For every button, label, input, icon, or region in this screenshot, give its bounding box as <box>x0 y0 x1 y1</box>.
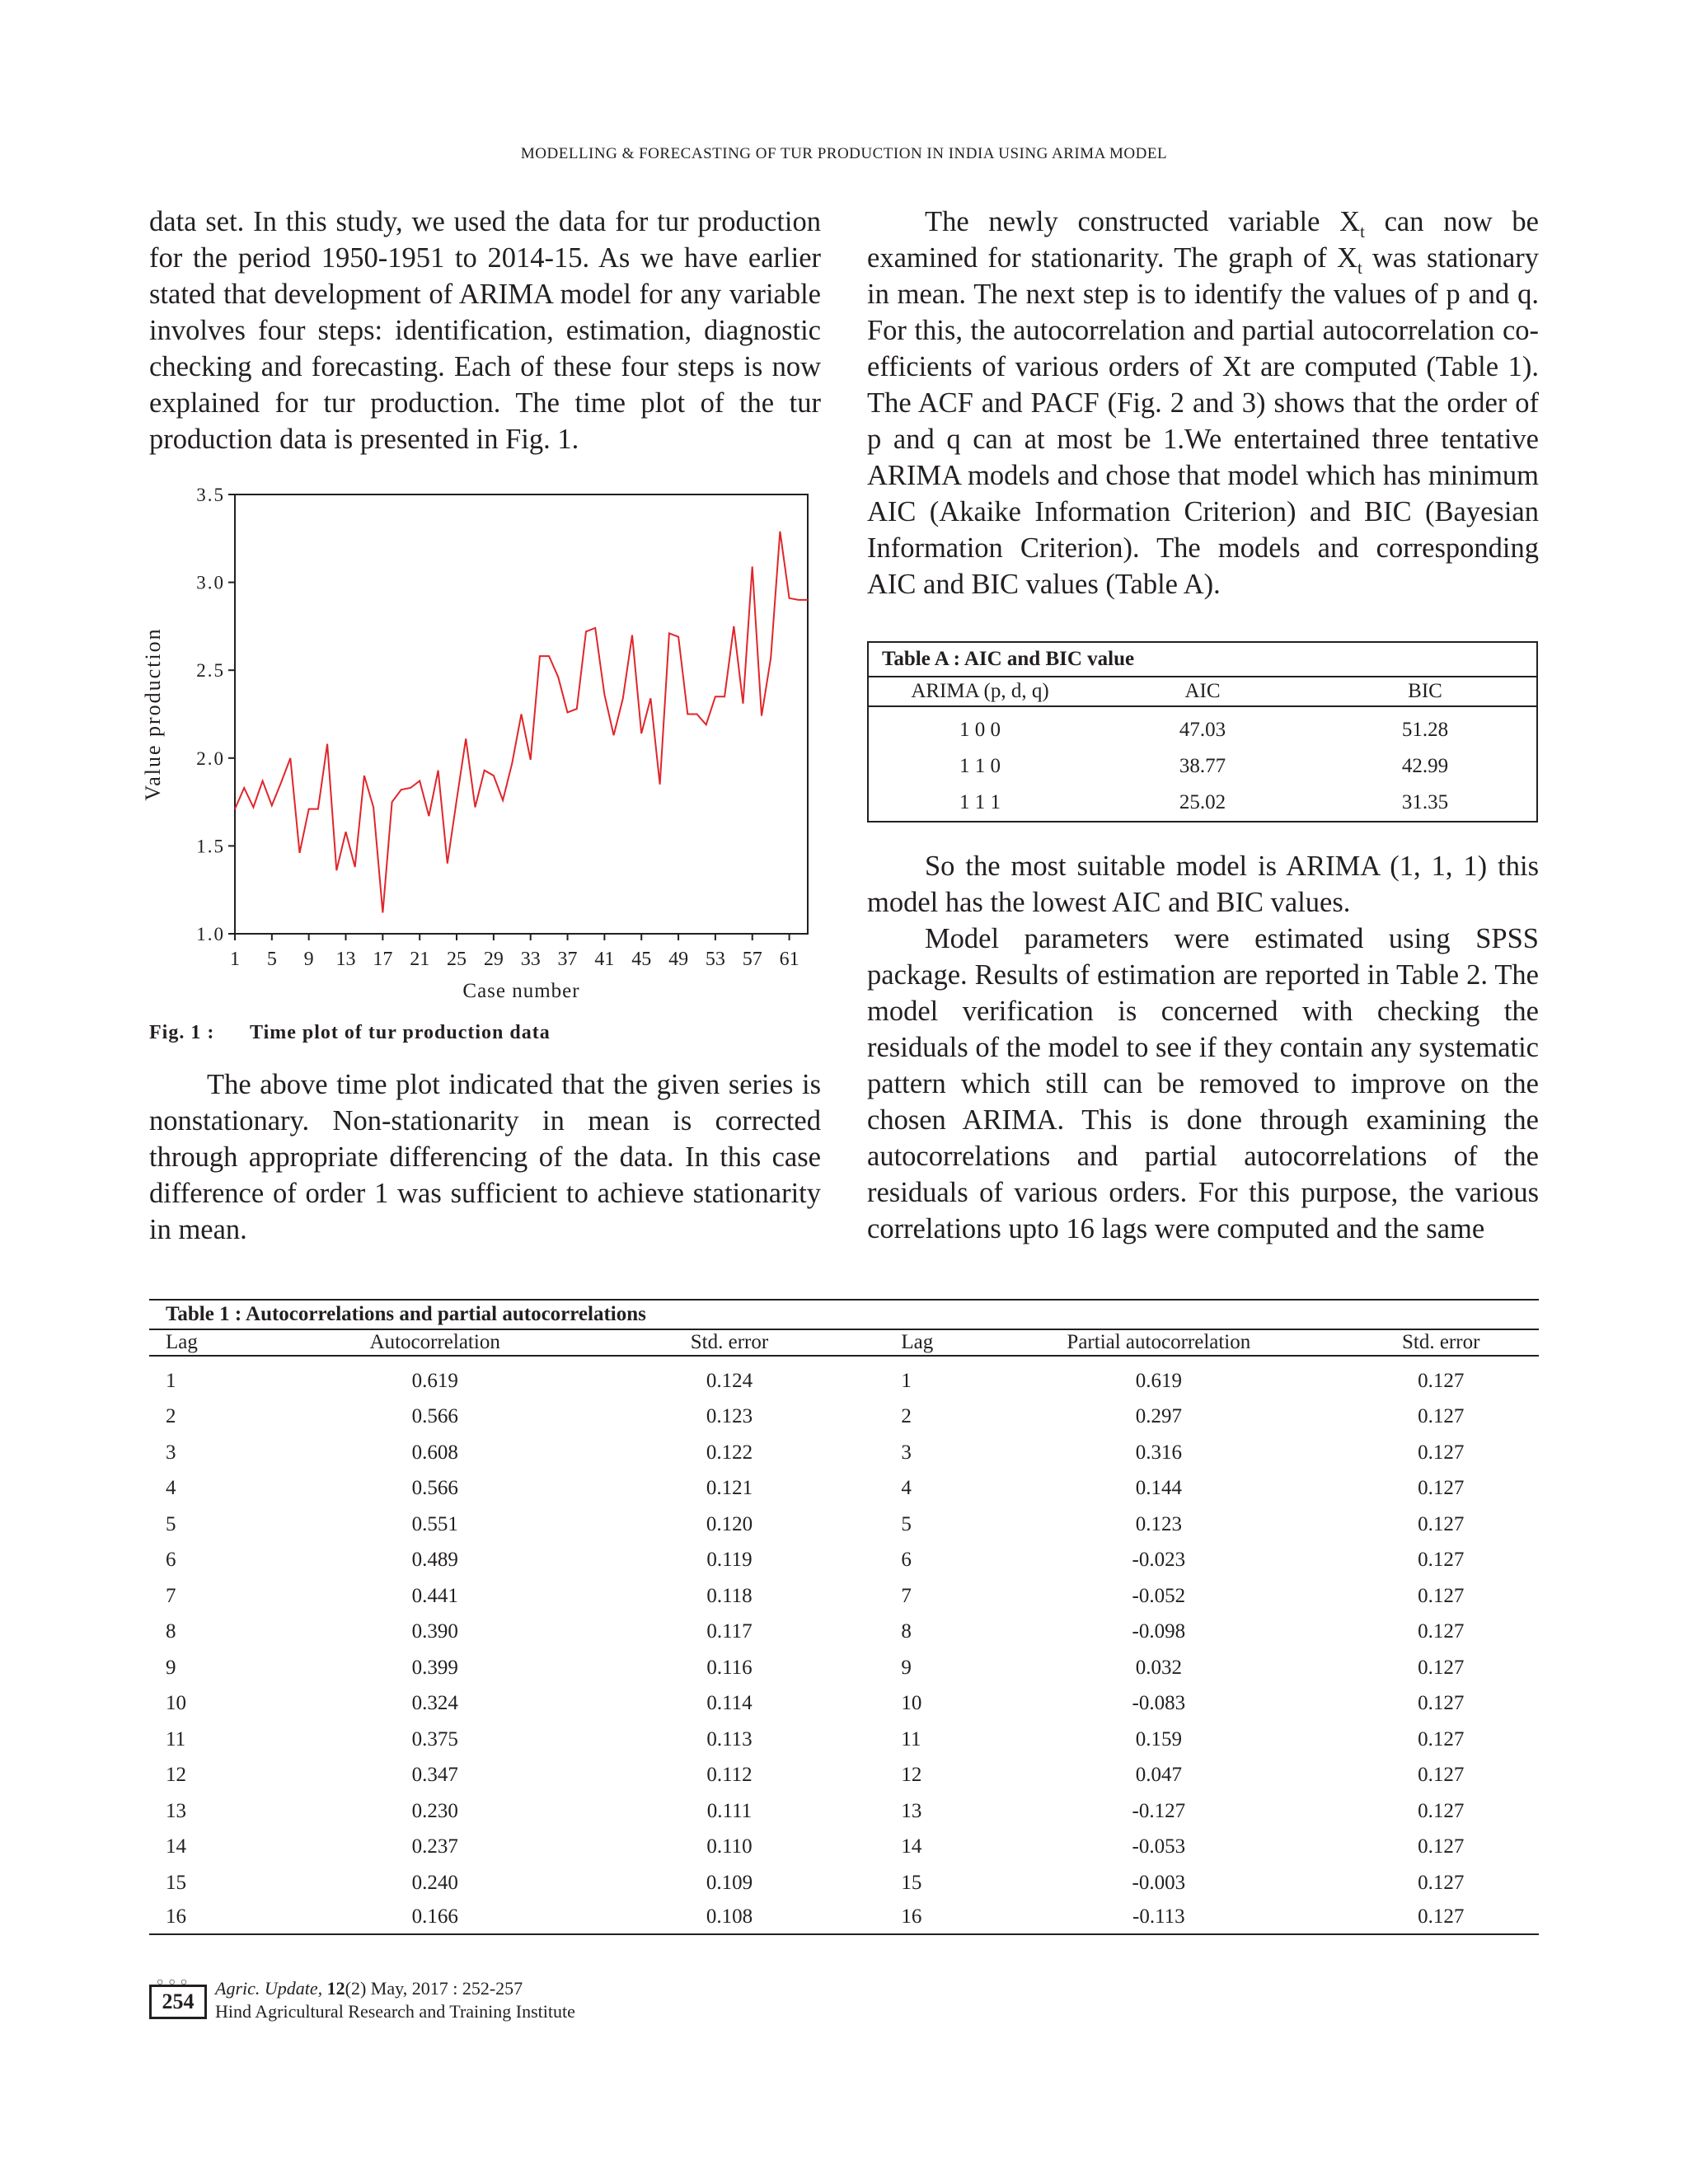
y-tick-label: 2.0 <box>196 748 225 769</box>
table-1-row: 2 0.566 0.123 2 0.297 0.127 <box>166 1405 1465 1428</box>
binder-rings-icon: ○○○ <box>157 1976 193 1989</box>
table-1-header: Lag Autocorrelation Std. error Lag Partial autocorrelation Std. error <box>149 1330 1539 1357</box>
y-tick-label: 1.5 <box>196 836 225 857</box>
table-a-row: 1 0 0 47.03 51.28 <box>959 719 1449 741</box>
journal-citation: Agric. Update, 12(2) May, 2017 : 252-257 <box>215 1978 523 1999</box>
paragraph: data set. In this study, we used the data for tur production for the period 1950-1951 to 2014-15. As we have earlier stated that development of ARIMA model for any variable involves four steps: identification, estimation, diagnostic checking and forecasting. Each of these four steps is now explained for tur production. The time plot of the tur production data is presented in Fig. 1. <box>149 206 821 455</box>
x-tick-label: 53 <box>705 949 725 970</box>
left-column-bottom <box>149 1066 821 1248</box>
y-axis-label: Value production <box>141 627 165 801</box>
paragraph: The newly constructed variable $X_t$ can now be examined for stationarity. The graph of $X_t$ was stationary in mean. The next step is to identify the values of p and q. For this, the autocorrelation and partial autocorrelation co-efficients of various orders of Xt are computed (Table 1). The ACF and PACF (Fig. 2 and 3) shows that the order of p and q can at most be 1.We entertained three tentative ARIMA models and chose that model which has minimum AIC (Akaike Information Criterion) and BIC (Bayesian Information Criterion). The models and corresponding AIC and BIC values (Table A). <box>867 206 1540 600</box>
series-line <box>235 532 808 913</box>
page-number-box <box>149 1976 207 2019</box>
table-a-row: 1 1 0 38.77 42.99 <box>959 755 1449 777</box>
table-1-row: 4 0.566 0.121 4 0.144 0.127 <box>166 1477 1465 1500</box>
x-tick-label: 57 <box>742 949 762 970</box>
table-1-row: 14 0.237 0.110 14 -0.053 0.127 <box>166 1835 1465 1858</box>
x-axis-label: Case number <box>462 980 580 1002</box>
paragraph: So the most suitable model is ARIMA (1, 1, 1) this model has the lowest AIC and BIC values. <box>867 851 1539 918</box>
x-tick-label: 13 <box>335 949 356 970</box>
x-tick-label: 45 <box>631 949 652 970</box>
x-tick-label: 9 <box>303 949 314 970</box>
x-tick-label: 41 <box>594 949 615 970</box>
y-tick-label: 3.5 <box>196 485 225 505</box>
figure-caption-text: Time plot of tur production data <box>250 1022 551 1043</box>
right-column-continued <box>867 848 1539 1247</box>
table-1-row: 15 0.240 0.109 15 -0.003 0.127 <box>166 1871 1465 1894</box>
table-1-row: 7 0.441 0.118 7 -0.052 0.127 <box>166 1584 1465 1607</box>
table-a-title: Table A : AIC and BIC value <box>869 643 1536 677</box>
table-1-row: 5 0.551 0.120 5 0.123 0.127 <box>166 1512 1465 1535</box>
x-tick-label: 33 <box>520 949 541 970</box>
running-head: MODELLING & FORECASTING OF TUR PRODUCTION IN INDIA USING ARIMA MODEL <box>520 145 1168 162</box>
table-1-row: 8 0.390 0.117 8 -0.098 0.127 <box>166 1620 1465 1643</box>
y-tick-label: 1.0 <box>196 924 225 944</box>
y-tick-label: 3.0 <box>196 572 225 593</box>
table-1-row: 6 0.489 0.119 6 -0.023 0.127 <box>166 1549 1465 1572</box>
time-plot-chart <box>140 474 824 1018</box>
table-1 <box>149 1299 1539 1935</box>
figure-label: Fig. 1 : <box>149 1022 215 1043</box>
table-1-row: 10 0.324 0.114 10 -0.083 0.127 <box>166 1692 1465 1715</box>
paragraph: Model parameters were estimated using SPSS package. Results of estimation are reported in Table 2. The model verification is concerned with checking the residuals of the model to see if they contain any systematic pattern which still can be removed to improve on the chosen ARIMA. This is done through examining the autocorrelations and partial autocorrelations of the residuals of various orders. For this purpose, the various correlations upto 16 lags were computed and the same <box>867 923 1539 1244</box>
x-tick-label: 25 <box>447 949 467 970</box>
publisher: Hind Agricultural Research and Training Institute <box>215 2001 575 2022</box>
x-tick-label: 49 <box>668 949 689 970</box>
right-column <box>867 204 1539 602</box>
x-tick-label: 61 <box>779 949 799 970</box>
table-a <box>867 641 1538 823</box>
table-1-row: 1 0.619 0.124 1 0.619 0.127 <box>166 1369 1465 1392</box>
x-tick-label: 5 <box>266 949 277 970</box>
paragraph: The above time plot indicated that the given series is nonstationary. Non-stationarity in mean is corrected through appropriate differencing of the data. In this case difference of order 1 was sufficient to achieve stationarity in mean. <box>149 1069 821 1245</box>
page-number: 254 <box>162 1990 195 2013</box>
x-tick-label: 17 <box>373 949 393 970</box>
table-1-row: 13 0.230 0.111 13 -0.127 0.127 <box>166 1799 1465 1822</box>
x-tick-label: 1 <box>230 949 240 970</box>
x-tick-label: 37 <box>557 949 578 970</box>
table-1-row: 16 0.166 0.108 16 -0.113 0.127 <box>149 1901 1539 1935</box>
table-1-row: 9 0.399 0.116 9 0.032 0.127 <box>166 1656 1465 1679</box>
table-1-row: 3 0.608 0.122 3 0.316 0.127 <box>166 1441 1465 1464</box>
table-1-row: 12 0.347 0.112 12 0.047 0.127 <box>166 1764 1465 1787</box>
table-a-row: 1 1 1 25.02 31.35 <box>959 791 1449 813</box>
x-tick-label: 21 <box>410 949 430 970</box>
y-tick-label: 2.5 <box>196 660 225 682</box>
table-1-row: 11 0.375 0.113 11 0.159 0.127 <box>166 1727 1465 1750</box>
figure-caption <box>149 1022 551 1044</box>
table-1-title: Table 1 : Autocorrelations and partial autocorrelations <box>149 1299 1539 1330</box>
table-a-header: ARIMA (p, d, q) AIC BIC <box>869 677 1536 707</box>
left-column-top <box>149 204 821 457</box>
x-tick-label: 29 <box>483 949 504 970</box>
